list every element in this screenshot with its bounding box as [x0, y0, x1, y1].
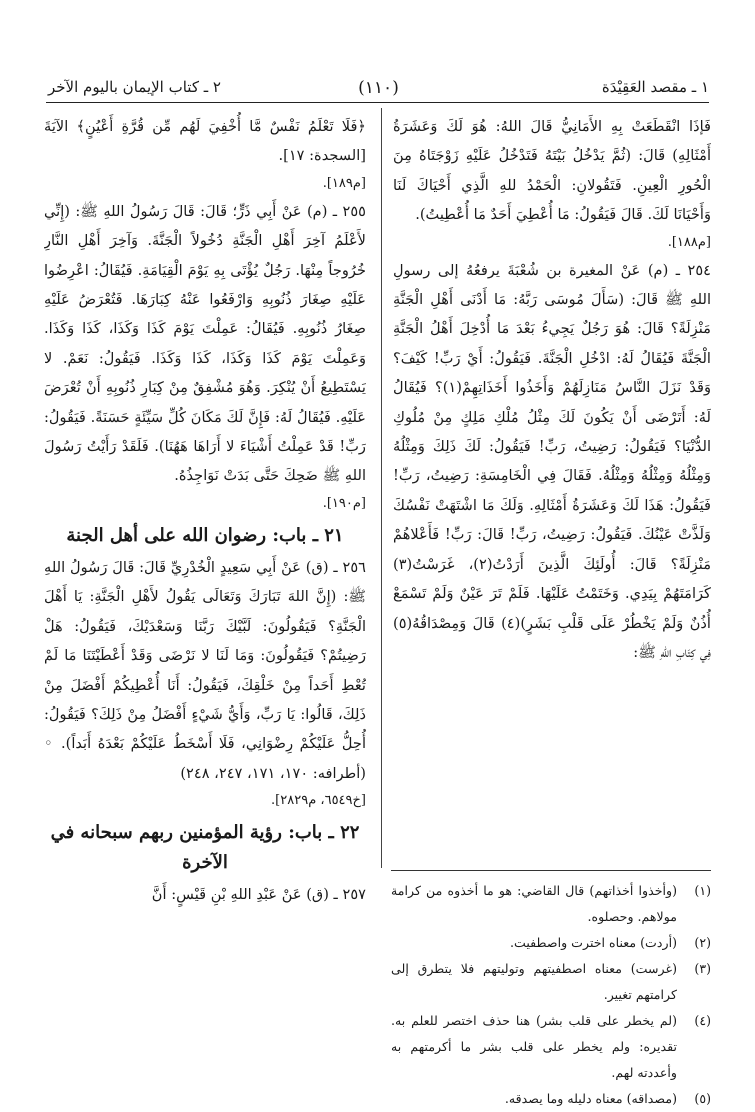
- footnote-text: (أردت) معناه اخترت واصطفيت.: [510, 935, 677, 950]
- footnote-number: (٣): [694, 961, 711, 976]
- quran-verse-block: [44, 112, 366, 197]
- footnote: [391, 1086, 711, 1112]
- page-number: (١١٠): [358, 78, 399, 98]
- hadith-reference: [خ٦٥٤٩، م٢٨٢٩].: [271, 793, 366, 809]
- footnote-rule: [391, 870, 711, 871]
- footnote-number: (٢): [694, 935, 711, 950]
- hadith-256: [44, 553, 366, 814]
- footnote-number: (٤): [694, 1013, 711, 1028]
- chapter-title: ٢ ـ كتاب الإيمان باليوم الآخر: [48, 78, 221, 96]
- hadith-text: ٢٥٤ ـ (م) عَنْ المغيرة بن شُعْبَةَ يرفعُهُ إلى رسولِ اللهِ ﷺ قَالَ: (سَأَلَ مُوسَى رَبَّهُ: مَا أَدْنَى أَهْلِ الْجَنَّةِ مَنْزِلَةً؟ قَالَ: هُوَ رَجُلٌ يَجِيءُ بَعْدَ مَا أُدْخِلَ أَهْلُ الْجَنَّةِ الْجَنَّةَ فَيُقَالُ لَهُ: ادْخُلِ الْجَنَّةَ. فَيَقُولُ: أَيْ رَبِّ! كَيْفَ؟ وَقَدْ نَزَلَ النَّاسُ مَنَازِلَهُمْ وَأَخَذُوا أَخَذَاتِهِمْ(١)؟ فَيُقَالُ لَهُ: أَتَرْضَى أَنْ يَكُونَ لَكَ مِثْلُ مُلْكِ مَلِكٍ مِنْ مُلُوكِ الدُّنْيَا؟ فَيَقُولُ: رَضِيتُ، رَبِّ! فَيَقُولُ: لَكَ ذَلِكَ وَمِثْلُهُ وَمِثْلُهُ وَمِثْلُهُ وَمِثْلُهُ. فَقَالَ فِي الْخَامِسَةِ: رَضِيتُ، رَبِّ! فَيَقُولُ: هَذَا لَكَ وَعَشَرَةُ أَمْثَالِهِ. وَلَكَ مَا اشْتَهَتْ نَفْسُكَ وَلَذَّتْ عَيْنُكَ. فَيَقُولُ: رَضِيتُ، رَبِّ! قَالَ: رَبِّ! فَأَعْلاهُمْ مَنْزِلَةً؟ قَالَ: أُولَئِكَ الَّذِينَ أَرَدْتُ(٢)، غَرَسْتُ(٣) كَرَامَتَهُمْ بِيَدِي. وَخَتَمْتُ عَلَيْهَا. فَلَمْ تَرَ عَيْنٌ وَلَمْ تَسْمَعْ أُذُنٌ وَلَمْ يَخْطُرْ عَلَى قَلْبِ بَشَرٍ)(٤) قَالَ وَمِصْدَاقُهُ(٥) فِي كِتَابِ اللهِ ﷺ:: [393, 261, 711, 661]
- footnote: [391, 956, 711, 1008]
- footnotes: [391, 878, 711, 1112]
- hadith-255: [44, 197, 366, 517]
- hadith-reference: [م١٨٨].: [667, 234, 711, 250]
- hadith-text: ٢٥٦ ـ (ق) عَنْ أَبِي سَعِيدٍ الْخُدْرِيِّ قَالَ: قَالَ رَسُولُ اللهِ ﷺ: (إِنَّ اللهَ تَبَارَكَ وَتَعَالَى يَقُولُ لأَهْلِ الْجَنَّةِ: يَا أَهْلَ الْجَنَّةِ؟ فَيَقُولُونَ: لَبَّيْكَ رَبَّنَا وَسَعْدَيْكَ، فَيَقُولُ: هَلْ رَضِيتُمْ؟ فَيَقُولُونَ: وَمَا لَنَا لا نَرْضَى وَقَدْ أَعْطَيْتَنَا مَا لَمْ تُعْطِ أَحَداً مِنْ خَلْقِكَ، فَيَقُولُ: أَنَا أُعْطِيكُمْ أَفْضَلَ مِنْ ذَلِكَ، قَالُوا: يَا رَبِّ، وَأَيُّ شَيْءٍ أَفْضَلُ مِنْ ذَلِكَ؟ فَيَقُولُ: أُحِلُّ عَلَيْكُمْ رِضْوَانِي، فَلَا أَسْخَطُ عَلَيْكُمْ بَعْدَهُ أَبَداً). ◦ (أطرافه: ١٧٠، ١٧١، ٢٤٧، ٢٤٨): [44, 558, 366, 782]
- hadith-text: ٢٥٥ ـ (م) عَنْ أَبِي ذَرٍّ؛ قَالَ: قَالَ رَسُولُ اللهِ ﷺ: (إِنِّي لأَعْلَمُ آخِرَ أَهْلِ الْجَنَّةِ دُخُولاً الْجَنَّةَ. وَآخِرَ أَهْلِ النَّارِ خُرُوجاً مِنْهَا. رَجُلٌ يُؤْتَى بِهِ يَوْمَ الْقِيَامَةِ. فَيُقَالُ: اعْرِضُوا عَلَيْهِ صِغَارَ ذُنُوبِهِ وَارْفَعُوا عَنْهُ كِبَارَهَا. فَتُعْرَضُ عَلَيْهِ صِغَارُ ذُنُوبِهِ. فَيُقَالُ: عَمِلْتَ يَوْمَ كَذَا وَكَذَا، كَذَا وَكَذَا. وَعَمِلْتَ يَوْمَ كَذَا وَكَذَا، كَذَا وَكَذَا. فَيَقُولُ: نَعَمْ. لا يَسْتَطِيعُ أَنْ يُنْكِرَ. وَهُوَ مُشْفِقٌ مِنْ كِبَارِ ذُنُوبِهِ أَنْ تُعْرَضَ عَلَيْهِ. فَيُقَالُ لَهُ: فَإِنَّ لَكَ مَكَانَ كُلِّ سَيِّئَةٍ حَسَنَةً. فَيَقُولُ: رَبِّ! قَدْ عَمِلْتُ أَشْيَاءَ لا أَرَاهَا هَهُنَا). فَلَقَدْ رَأَيْتُ رَسُولَ اللهِ ﷺ ضَحِكَ حَتَّى بَدَتْ نَوَاجِذُهُ.: [44, 202, 366, 485]
- right-column: [393, 112, 711, 864]
- footnote: [391, 1008, 711, 1086]
- footnote-text: (لم يخطر على قلب بشر) هنا حذف اختصر للعلم به. تقديره: ولم يخطر على قلب بشر ما أكرمتهم به وأعددته لهم.: [391, 1013, 677, 1080]
- hadith-reference: [م١٩٠].: [322, 495, 366, 511]
- footnote-text: (غرست) معناه اصطفيتهم وتوليتهم فلا يتطرق إلى كرامتهم تغيير.: [391, 961, 677, 1002]
- footnote: [391, 878, 711, 930]
- hadith-253-end: [393, 112, 711, 256]
- footnote-number: (١): [694, 883, 711, 898]
- hadith-text: ﴿فَلَا تَعْلَمُ نَفْسٌ مَّا أُخْفِيَ لَهُم مِّن قُرَّةِ أَعْيُنٍ﴾ الآيَةَ [السجدة: ١٧].: [44, 118, 366, 165]
- left-column: [44, 112, 366, 1104]
- footnote-text: (مصداقه) معناه دليله وما يصدقه.: [504, 1091, 677, 1106]
- footnote: [391, 930, 711, 956]
- header-rule: [46, 102, 709, 103]
- chapter-heading-21: ٢١ ـ باب: رضوان الله على أهل الجنة: [66, 524, 344, 546]
- chapter-heading-22: ٢٢ ـ باب: رؤية المؤمنين ربهم سبحانه في الآخرة: [50, 822, 360, 874]
- hadith-257: [44, 880, 366, 909]
- page-header: [48, 78, 709, 108]
- hadith-text: فَإذَا انْقَطَعَتْ بِهِ الأَمَانِيُّ قَالَ اللهُ: هُوَ لَكَ وَعَشَرَةُ أَمْثَالِهِ) قَالَ: (ثُمَّ يَدْخُلُ بَيْتَهُ فَتَدْخُلُ عَلَيْهِ زَوْجَتَاهُ مِنَ الْحُورِ الْعِينِ. فَتَقُولانِ: الْحَمْدُ للهِ الَّذِي أَحْيَاكَ لَنَا وَأَحْيَانَا لَكَ. قَالَ فَيَقُولُ: مَا أُعْطِيَ أَحَدٌ مَا أُعْطِيتُ).: [393, 118, 711, 224]
- footnote-number: (٥): [694, 1091, 711, 1106]
- section-title: ١ ـ مقصد العَقِيْدَة: [601, 78, 709, 96]
- hadith-254: [393, 256, 711, 668]
- hadith-reference: [م١٨٩].: [322, 175, 366, 191]
- hadith-text: ٢٥٧ ـ (ق) عَنْ عَبْدِ اللهِ بْنِ قَيْسٍ: أَنَّ: [151, 886, 366, 904]
- footnote-text: (وأخذوا أخذاتهم) قال القاضي: هو ما أخذوه من كرامة مولاهم. وحصلوه.: [391, 883, 677, 924]
- column-divider: [381, 108, 382, 868]
